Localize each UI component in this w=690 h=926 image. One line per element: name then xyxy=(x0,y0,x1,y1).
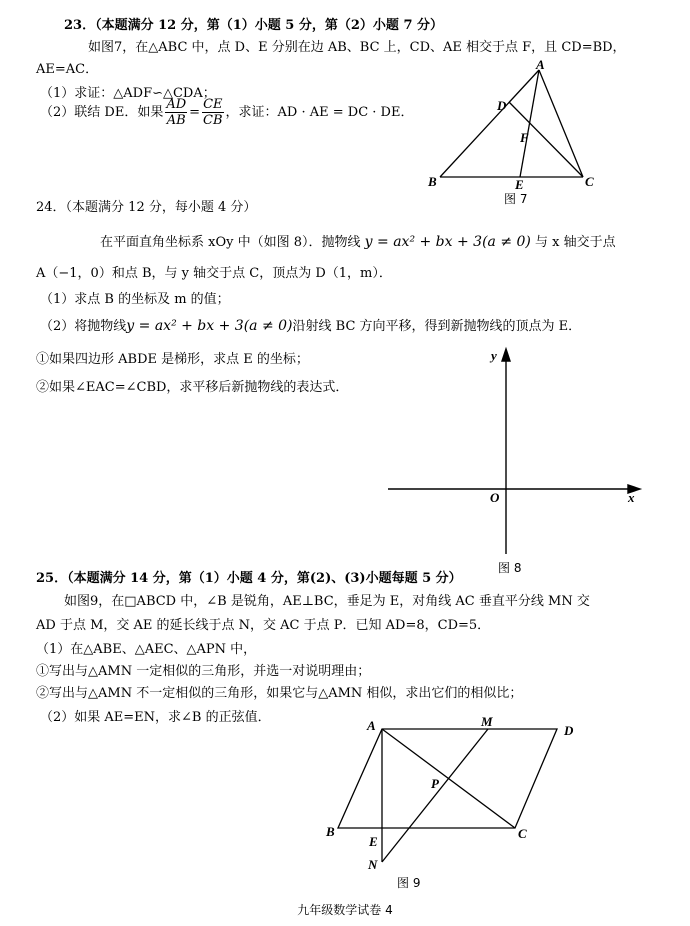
label-d: D xyxy=(564,723,574,738)
label-n: N xyxy=(368,857,378,872)
q25-stem-line1: 如图9，在□ABCD 中，∠B 是锐角，AE⊥BC，垂足为 E，对角线 AC 垂直平分线 MN 交 xyxy=(64,594,590,609)
q23-header: 23．（本题满分 12 分，第（1）小题 5 分，第（2）小题 7 分） xyxy=(64,18,444,33)
figure-7-caption: 图 7 xyxy=(504,192,528,206)
label-p: P xyxy=(431,776,439,791)
page-footer: 九年级数学试卷 4 xyxy=(297,903,393,917)
x-axis-label: x xyxy=(628,490,635,505)
label-c: C xyxy=(585,174,594,189)
label-e: E xyxy=(369,834,378,849)
q24-part1: （1）求点 B 的坐标及 m 的值； xyxy=(40,292,230,307)
q25-sub1: ①写出与△AMN 一定相似的三角形，并选一对说明理由； xyxy=(36,664,371,679)
q25-part2: （2）如果 AE=EN，求∠B 的正弦值． xyxy=(40,710,271,725)
q24-parabola: y = ax² + bx + 3(a ≠ 0) xyxy=(364,234,531,250)
q23-fraction-ad-ab: $\frac{AD}{AB}$ xyxy=(166,97,187,128)
q24-stem-line2: A（−1，0）和点 B，与 y 轴交于点 C，顶点为 D（1，m）． xyxy=(36,266,392,281)
label-b: B xyxy=(326,824,335,839)
segment-ae xyxy=(520,70,539,177)
label-b: B xyxy=(428,174,437,189)
q24-parabola-2: y = ax² + bx + 3(a ≠ 0) xyxy=(126,318,293,334)
q25-header: 25．（本题满分 14 分，第（1）小题 4 分，第(2)、(3)小题每题 5 分） xyxy=(36,571,462,586)
figure-8-caption: 图 8 xyxy=(498,561,522,575)
q24-stem-line1: 在平面直角坐标系 xOy 中（如图 8）．抛物线 y = ax² + bx + 3(a ≠ 0) 与 x 轴交于点 xyxy=(100,234,616,250)
label-f: F xyxy=(520,130,529,145)
label-d: D xyxy=(497,98,507,113)
figure-8 xyxy=(380,344,650,579)
segment-ab xyxy=(440,70,539,177)
segment-ac xyxy=(539,70,583,177)
y-axis-arrow xyxy=(502,349,510,361)
q24-sub2: ②如果∠EAC=∠CBD，求平移后新抛物线的表达式． xyxy=(36,380,349,395)
figure-9 xyxy=(320,712,590,892)
figure-9-caption: 图 9 xyxy=(397,876,421,890)
label-a: A xyxy=(367,718,376,733)
label-c: C xyxy=(518,826,527,841)
q23-stem-line1: 如图7，在△ABC 中，点 D、E 分别在边 AB、BC 上，CD、AE 相交于点 F，且 CD=BD， xyxy=(88,40,626,55)
label-a: A xyxy=(536,57,545,72)
figure-7 xyxy=(420,58,610,208)
q25-stem-line2: AD 于点 M，交 AE 的延长线于点 N，交 AC 于点 P．已知 AD=8，CD=5． xyxy=(36,618,491,633)
q23-stem-line2: AE=AC． xyxy=(36,62,99,77)
q25-part1: （1）在△ABE、△AEC、△APN 中， xyxy=(36,642,257,657)
label-e: E xyxy=(515,177,524,192)
origin-label: O xyxy=(490,490,500,505)
q24-sub1: ①如果四边形 ABDE 是梯形，求点 E 的坐标； xyxy=(36,352,309,367)
q23-part1: （1）求证：△ADF∽△CDA； xyxy=(40,86,216,101)
q23-fraction-ce-cb: $\frac{CE}{CB}$ xyxy=(203,97,223,128)
q25-sub2: ②写出与△AMN 不一定相似的三角形，如果它与△AMN 相似，求出它们的相似比； xyxy=(36,686,523,701)
label-m: M xyxy=(481,714,493,729)
y-axis-label: y xyxy=(491,348,497,363)
q23-part2: （2）联结 DE．如果 $\frac{AD}{AB}$ = $\frac{CE}{CB}$ ，求证：AD · AE = DC · DE． xyxy=(40,97,414,128)
q24-part2: （2）将抛物线y = ax² + bx + 3(a ≠ 0)沿射线 BC 方向平移，得到新抛物线的顶点为 E． xyxy=(40,318,582,334)
q24-header: 24．（本题满分 12 分，每小题 4 分） xyxy=(36,200,257,215)
